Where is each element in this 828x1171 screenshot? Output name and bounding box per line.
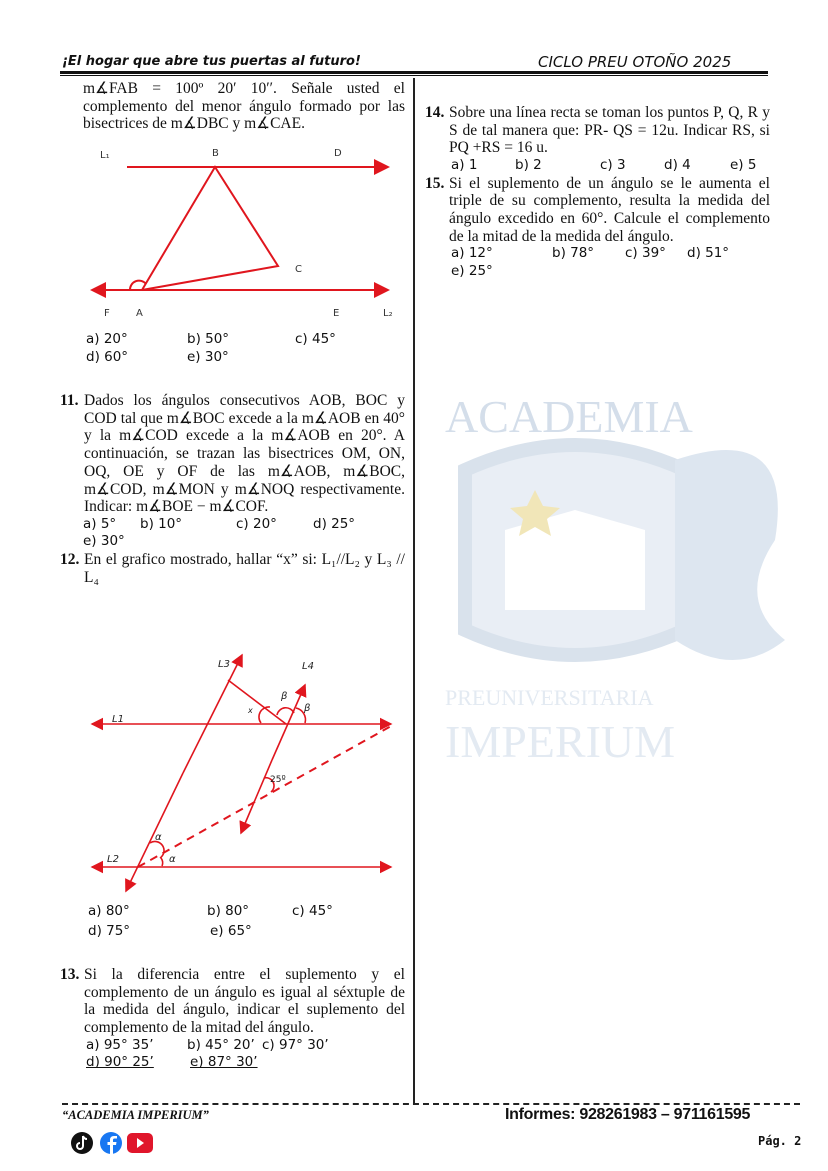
q15-number: 15.: [425, 174, 445, 192]
q11-number: 11.: [60, 392, 79, 409]
label-alpha-2: α: [169, 854, 176, 865]
option-d[interactable]: d) 75°: [88, 923, 131, 939]
option-c[interactable]: c) 45°: [295, 331, 336, 347]
shield-watermark-icon: [425, 380, 805, 860]
label-beta-2: β: [304, 703, 311, 714]
option-c[interactable]: c) 39°: [625, 245, 666, 262]
label-l1: L1: [112, 714, 124, 725]
option-b[interactable]: b) 78°: [552, 245, 595, 262]
footer-page: Pág. 2: [758, 1134, 802, 1148]
line-l4-down: [241, 760, 272, 833]
q13-number: 13.: [60, 966, 80, 983]
facebook-icon[interactable]: [100, 1132, 122, 1154]
option-a[interactable]: a) 1: [451, 157, 478, 174]
option-e[interactable]: e) 30°: [83, 533, 125, 550]
label-e: E: [333, 308, 340, 319]
q15-options: [425, 245, 770, 263]
option-b[interactable]: b) 10°: [140, 515, 183, 532]
label-alpha-1: α: [155, 832, 162, 843]
label-a: A: [136, 308, 143, 319]
option-c[interactable]: c) 3: [600, 157, 626, 174]
q12-figure: [0, 0, 420, 920]
option-b[interactable]: b) 50°: [187, 331, 230, 347]
watermark-bottom: IMPERIUM: [445, 716, 676, 767]
q12-number: 12.: [60, 550, 80, 568]
youtube-icon[interactable]: [127, 1133, 153, 1153]
option-a[interactable]: a) 95° 35’: [86, 1036, 154, 1053]
label-l2: L₂: [383, 308, 393, 319]
label-l3: L3: [218, 659, 230, 670]
line-l4-up: [272, 685, 305, 760]
q11-text: Dados los ángulos consecutivos AOB, BOC y COD tal que m∡BOC excede a la m∡AOB en 40° y la m∡COD excede a la m∡AOB en 20°. A continuación, se trazan las bisectrices OM, ON, OQ, OE y OF de las m∡AOB, m∡BOC, m∡COD, m∡MON y m∡NOQ respectivamente. Indicar: m∡BOE − m∡COF.: [84, 392, 405, 516]
footer-academy: “ACADEMIA IMPERIUM”: [62, 1108, 209, 1122]
q12-options: [60, 903, 405, 941]
question-13: [60, 966, 405, 1037]
footer-dashed-rule: [62, 1103, 800, 1105]
q14-number: 14.: [425, 104, 445, 121]
q10-text: m∡FAB = 100º 20′ 10′′. Señale usted el complemento del menor ángulo formado por las bisectrices de m∡DBC y m∡CAE.: [83, 80, 405, 133]
option-d[interactable]: d) 60°: [86, 348, 129, 365]
option-c[interactable]: c) 20°: [236, 515, 277, 532]
angle-alpha-arc-2: [161, 858, 163, 866]
label-x: x: [248, 706, 253, 715]
q13-options: [60, 1037, 405, 1055]
label-d: D: [334, 148, 342, 159]
option-e[interactable]: e) 5: [730, 157, 757, 174]
option-a[interactable]: a) 12°: [451, 245, 493, 262]
q14-text: Sobre una línea recta se toman los puntos P, Q, R y S de tal manera que: PR- QS = 12u. Indicar RS, si PQ +RS = 16 u.: [449, 104, 770, 157]
option-c[interactable]: c) 97° 30’: [262, 1036, 329, 1053]
label-l1: L₁: [100, 150, 110, 161]
header-slogan: ¡El hogar que abre tus puertas al futuro!: [62, 54, 361, 69]
watermark-middle: PREUNIVERSITARIA: [445, 685, 654, 710]
label-f: F: [104, 308, 110, 319]
option-d[interactable]: d) 90° 25’: [86, 1054, 154, 1071]
option-d[interactable]: d) 25°: [313, 515, 356, 532]
option-e[interactable]: e) 65°: [210, 923, 252, 939]
option-e[interactable]: e) 25°: [451, 262, 493, 279]
option-a[interactable]: a) 20°: [86, 331, 128, 347]
q13-block: [60, 966, 405, 1072]
option-c[interactable]: c) 45°: [292, 903, 333, 919]
option-a[interactable]: a) 5°: [83, 515, 117, 532]
tiktok-icon[interactable]: [71, 1132, 93, 1154]
option-d[interactable]: d) 51°: [687, 245, 730, 262]
q12-text: En el grafico mostrado, hallar “x” si: L₁//L₂ y L₃ // L₄: [84, 550, 405, 586]
line-l3-up: [183, 655, 242, 773]
label-25: 25º: [270, 775, 286, 785]
footer-info: Informes: 928261983 – 971161595: [505, 1106, 751, 1123]
dashed-bisector: [138, 725, 393, 867]
q15-text: Si el suplemento de un ángulo se le aumenta el triple de su complemento, resulta la medida del ángulo excedido en 60°. Calcule el complemento de la mitad de la medida del ángulo.: [449, 174, 770, 245]
label-c: C: [295, 264, 302, 275]
header-cycle: CICLO PREU OTOÑO 2025: [538, 53, 732, 71]
label-beta-1: β: [281, 691, 288, 702]
social-icons: [70, 1129, 180, 1159]
option-d[interactable]: d) 4: [664, 157, 691, 174]
option-e[interactable]: e) 30°: [187, 348, 229, 365]
watermark: [425, 380, 805, 860]
angle-alpha-arc-1: [150, 841, 164, 858]
question-14: [425, 104, 770, 157]
option-e[interactable]: e) 87° 30’: [190, 1054, 258, 1071]
right-column-flow: [425, 104, 770, 280]
label-l4: L4: [302, 661, 314, 672]
label-b: B: [212, 148, 219, 159]
option-a[interactable]: a) 80°: [88, 903, 130, 919]
perpendicular-segment: [228, 680, 286, 724]
watermark-top: ACADEMIA: [445, 391, 693, 442]
option-b[interactable]: b) 80°: [207, 903, 250, 919]
option-b[interactable]: b) 2: [515, 157, 542, 174]
label-l2: L2: [107, 854, 119, 865]
question-15: [425, 175, 770, 246]
q14-options: [425, 157, 770, 175]
q13-text: Si la diferencia entre el suplemento y el complemento de un ángulo es igual al séxtuple de la medida del ángulo, indicar el suplemento del complemento de la mitad del ángulo.: [84, 966, 405, 1037]
option-b[interactable]: b) 45° 20’: [187, 1036, 255, 1053]
angle-x-arc: [259, 707, 270, 723]
